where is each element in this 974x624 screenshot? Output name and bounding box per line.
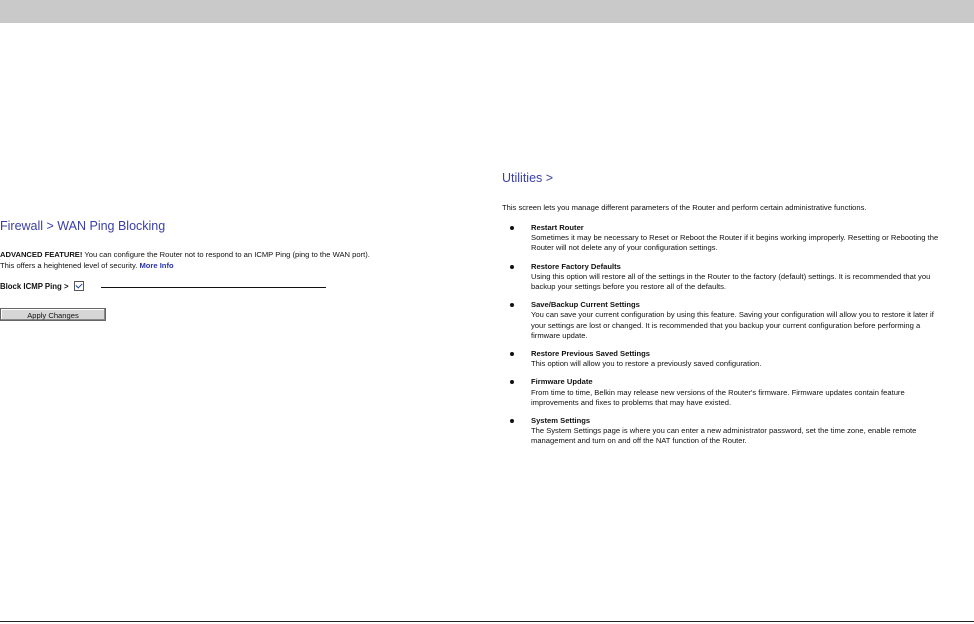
advanced-feature-label: ADVANCED FEATURE!	[0, 250, 83, 259]
item-title-save-backup: Save/Backup Current Settings	[531, 300, 640, 310]
item-title-firmware-update: Firmware Update	[531, 377, 593, 387]
item-title-system-settings: System Settings	[531, 416, 591, 426]
item-title-restore-previous: Restore Previous Saved Settings	[531, 349, 651, 359]
item-body: You can save your current configuration by using this feature. Saving your configuration will allow you to restore it later if your settings are lost or changed. It is recommended that you backup your current configuration before performing a firmware update.	[531, 310, 934, 340]
item-title-restore-defaults: Restore Factory Defaults	[531, 261, 621, 271]
bullet-icon	[510, 265, 514, 269]
desc-line-2: This offers a heightened level of security.	[0, 261, 140, 270]
block-icmp-label: Block ICMP Ping >	[0, 281, 69, 291]
bullet-icon	[510, 303, 514, 307]
list-item	[502, 349, 952, 369]
apply-changes-button[interactable]: Apply Changes	[0, 308, 106, 321]
list-item	[502, 416, 952, 447]
bullet-icon	[510, 380, 514, 384]
more-info-link[interactable]: More Info	[139, 261, 174, 270]
block-icmp-checkbox[interactable]	[74, 281, 84, 291]
block-icmp-row	[0, 281, 84, 291]
bullet-icon	[510, 352, 514, 356]
bullet-icon	[510, 419, 514, 423]
item-body: This option will allow you to restore a previously saved configuration.	[531, 359, 762, 369]
utilities-intro: This screen lets you manage different parameters of the Router and perform certain administrative functions.	[502, 203, 867, 212]
utilities-page-title: Utilities >	[502, 171, 554, 185]
item-body: Sometimes it may be necessary to Reset or Reboot the Router if it begins working improperly. Resetting or Rebooting the Router will not delete any of your configuration settings.	[531, 233, 939, 253]
item-body: From time to time, Belkin may release new versions of the Router's firmware. Firmware updates contain feature improvements and fixes to problems that may have existed.	[531, 387, 905, 407]
utilities-list	[502, 223, 952, 455]
item-body: The System Settings page is where you can enter a new administrator password, set the time zone, enable remote management and turn on and off the NAT function of the Router.	[531, 426, 917, 446]
bullet-icon	[510, 226, 514, 230]
desc-line-1: You can configure the Router not to respond to an ICMP Ping (ping to the WAN port).	[82, 250, 370, 259]
item-body: Using this option will restore all of the settings in the Router to the factory (default) settings. It is recommended that you backup your settings before you restore all of the defaults.	[531, 271, 931, 292]
list-item	[502, 262, 952, 293]
list-item	[502, 300, 952, 341]
wan-ping-description	[0, 249, 470, 271]
wan-ping-page-title: Firewall > WAN Ping Blocking	[0, 219, 166, 233]
callout-line	[101, 287, 326, 288]
top-header-bar	[0, 0, 974, 23]
bottom-divider	[0, 621, 974, 622]
list-item	[502, 377, 952, 408]
list-item	[502, 223, 952, 254]
item-title-restart-router: Restart Router	[531, 223, 584, 232]
